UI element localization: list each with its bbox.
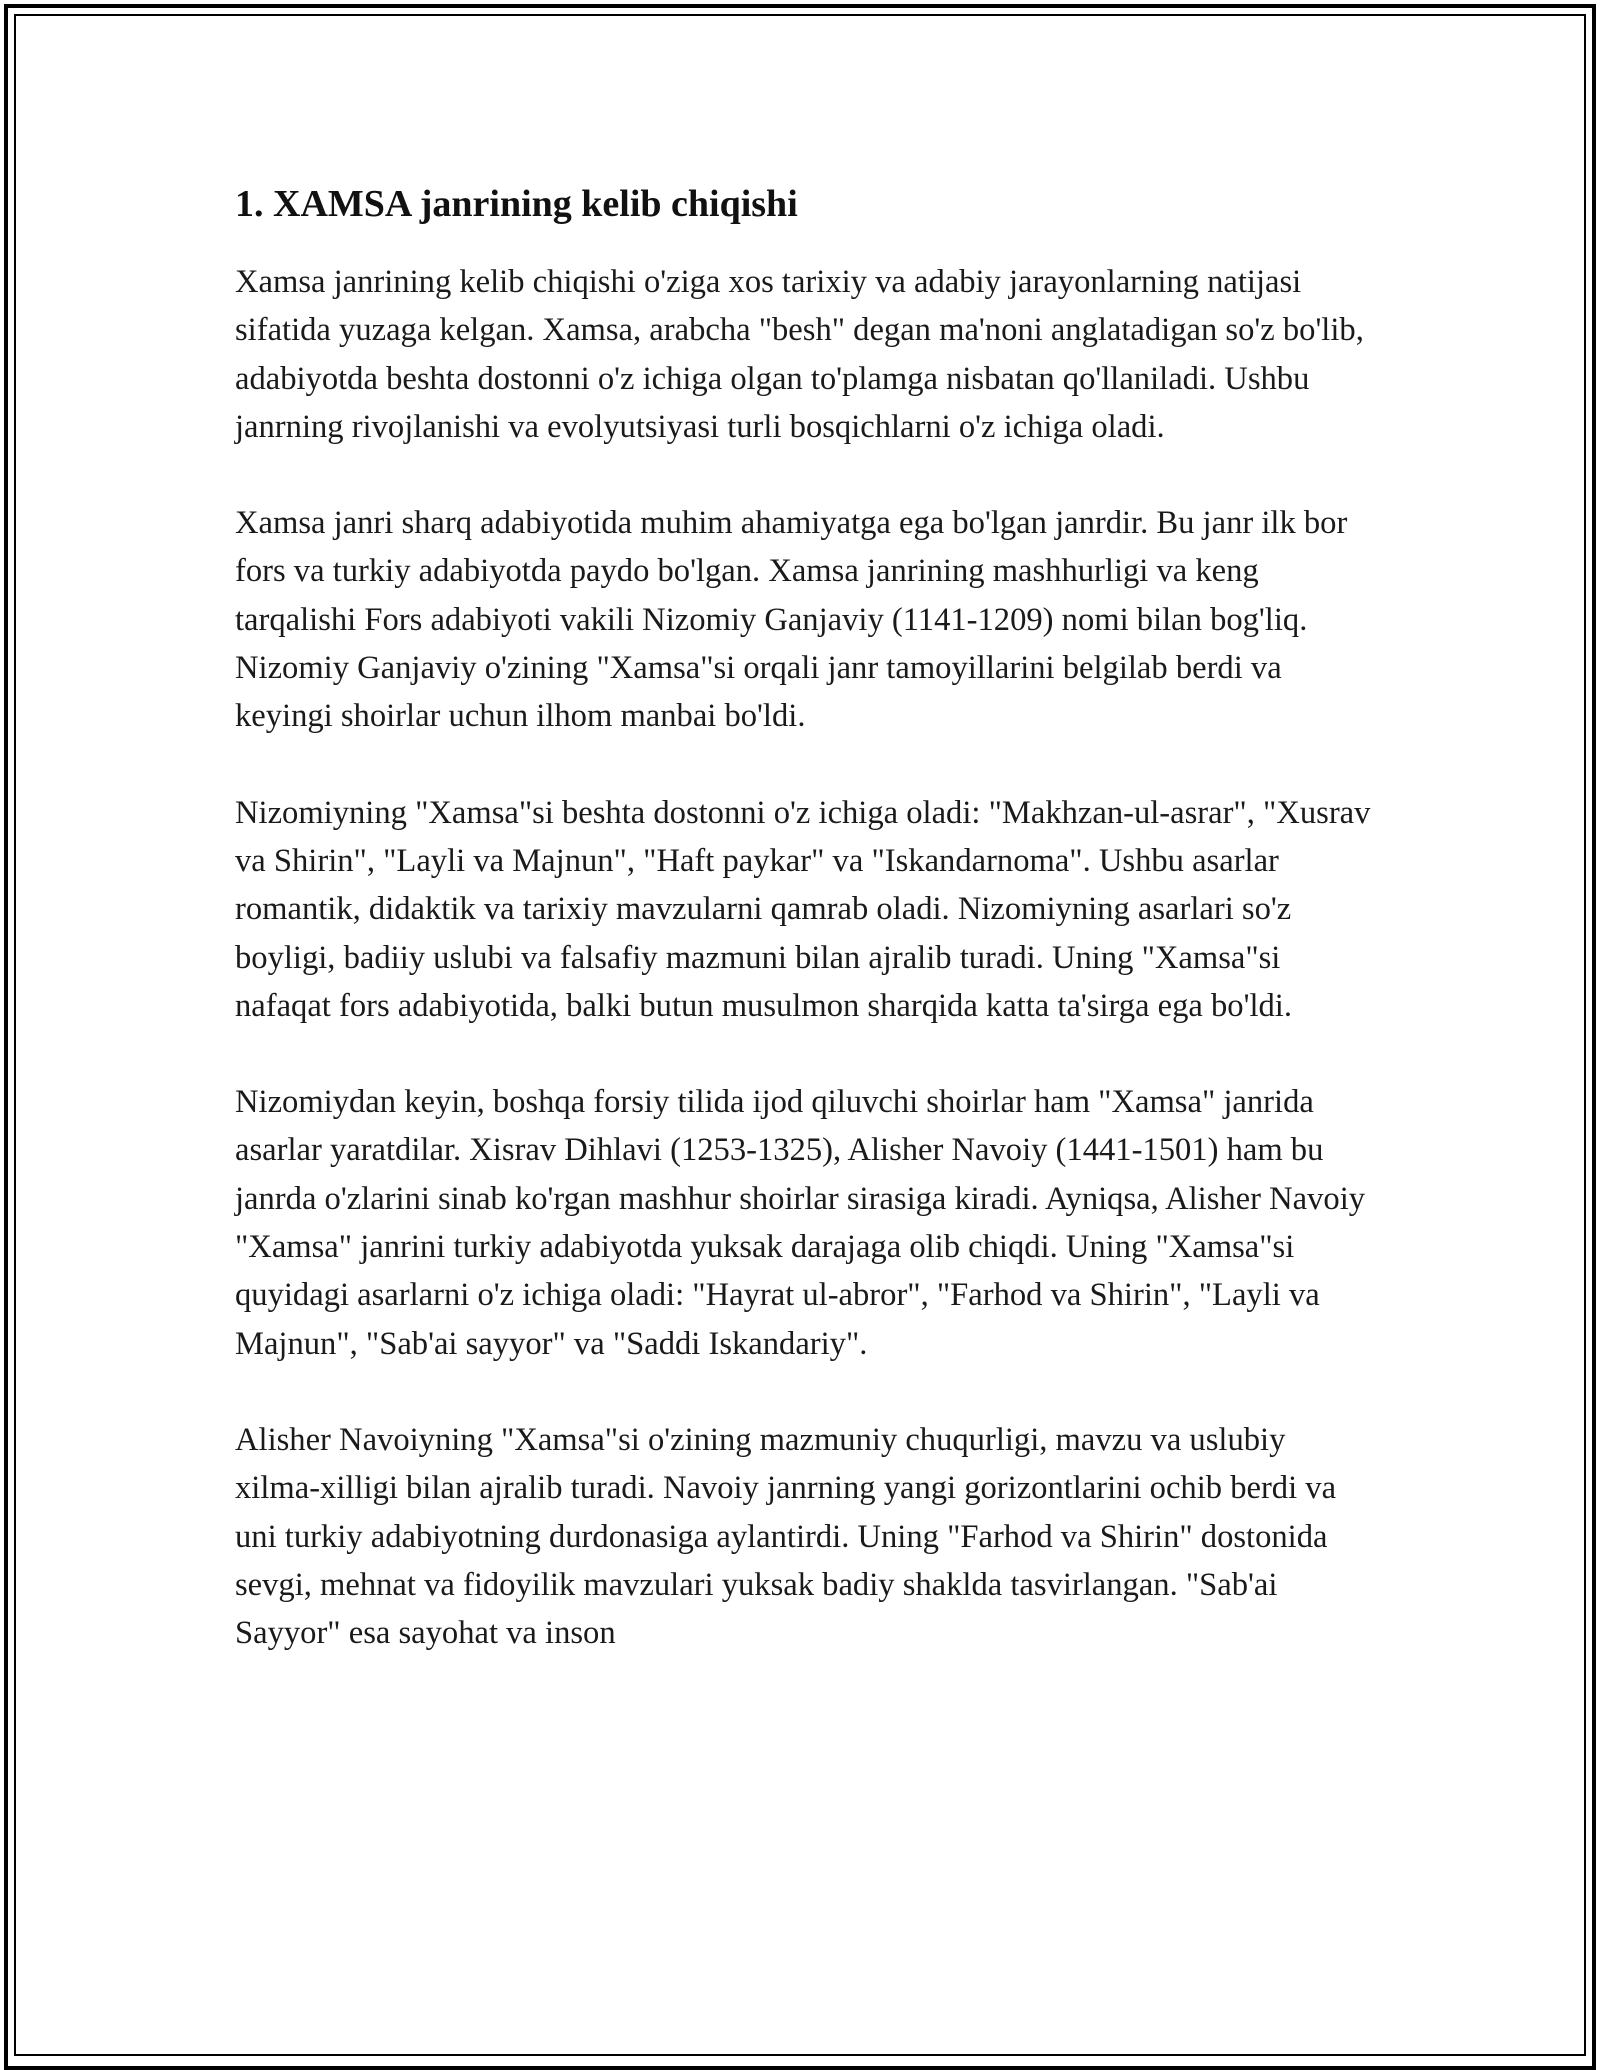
paragraph-5: Alisher Navoiyning "Xamsa"si o'zining mazmuniy chuqurligi, mavzu va uslubiy xilma-xilligi bilan ajralib turadi. Navoiy janrning yangi gorizontlarini ochib berdi va uni turkiy adabiyotning durdonasiga aylantirdi. Uning "Farhod va Shirin" dostonida sevgi, mehnat va fidoyilik mavzulari yuksak badiy shaklda tasvirlangan. "Sab'ai Sayyor" esa sayohat va inson	[235, 1421, 1337, 1652]
paragraph-2: Xamsa janri sharq adabiyotida muhim ahamiyatga ega bo'lgan janrdir. Bu janr ilk bor fors va turkiy adabiyotda paydo bo'lgan. Xamsa janrining mashhurligi va keng tarqalishi Fors adabiyoti vakili Nizomiy Ganjaviy (1141-1209) nomi bilan bog'liq. Nizomiy Ganjaviy o'zining "Xamsa"si orqali janr tamoyillarini belgilab berdi va keyingi shoirlar uchun ilhom manbai bo'ldi.	[235, 505, 1348, 735]
paragraph-1: Xamsa janrining kelib chiqishi o'ziga xos tarixiy va adabiy jarayonlarning natijasi sifatida yuzaga kelgan. Xamsa, arabcha "besh" degan ma'noni anglatadigan so'z bo'lib, adabiyotda beshta dostonni o'z ichiga olgan to'plamga nisbatan qo'llaniladi. Ushbu janrning rivojlanishi va evolyutsiyasi turli bosqichlarni o'z ichiga oladi.	[235, 264, 1364, 445]
section-title: 1. XAMSA janrining kelib chiqishi	[235, 183, 798, 225]
document-body	[235, 180, 1375, 1705]
paragraph-4: Nizomiydan keyin, boshqa forsiy tilida ijod qiluvchi shoirlar ham "Xamsa" janrida asarlar yaratdilar. Xisrav Dihlavi (1253-1325), Alisher Navoiy (1441-1501) ham bu janrda o'zlarini sinab ko'rgan mashhur shoirlar sirasiga kiradi. Ayniqsa, Alisher Navoiy "Xamsa" janrini turkiy adabiyotda yuksak darajaga olib chiqdi. Uning "Xamsa"si quyidagi asarlarni o'z ichiga oladi: "Hayrat ul-abror", "Farhod va Shirin", "Layli va Majnun", "Sab'ai sayyor" va "Saddi Iskandariy".	[235, 1084, 1366, 1362]
paragraph-3: Nizomiyning "Xamsa"si beshta dostonni o'z ichiga oladi: "Makhzan-ul-asrar", "Xusrav va Shirin", "Layli va Majnun", "Haft paykar" va "Iskandarnoma". Ushbu asarlar romantik, didaktik va tarixiy mavzularni qamrab oladi. Nizomiyning asarlari so'z boyligi, badiiy uslubi va falsafiy mazmuni bilan ajralib turadi. Uning "Xamsa"si nafaqat fors adabiyotida, balki butun musulmon sharqida katta ta'sirga ega bo'ldi.	[235, 794, 1371, 1024]
